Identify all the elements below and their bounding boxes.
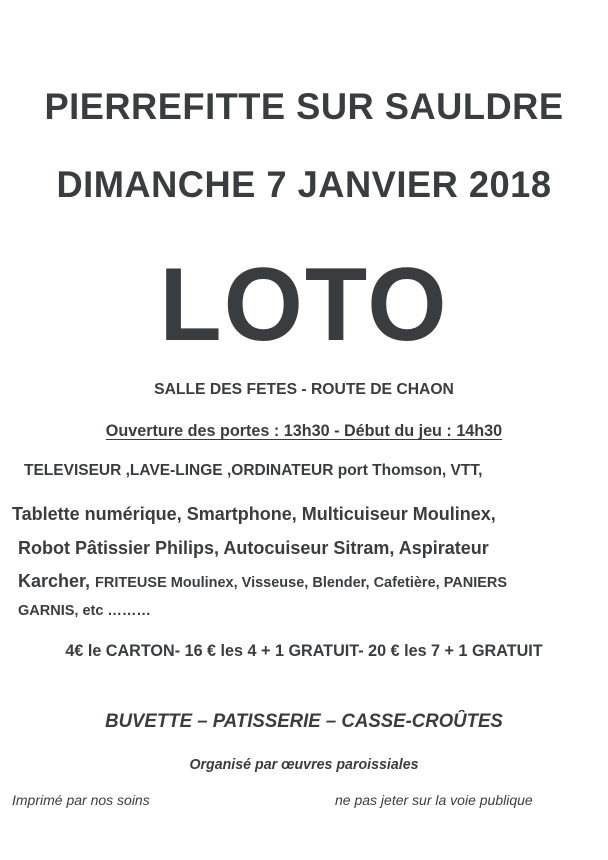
prize-line-4-small: FRITEUSE Moulinex, Visseuse, Blender, Cafetière, PANIERS	[95, 575, 508, 591]
refreshments-text: BUVETTE – PATISSERIE – CASSE-CROÛTES	[105, 711, 503, 732]
prize-line-4-big: Karcher,	[18, 571, 96, 591]
prize-line-5: GARNIS, etc ………	[18, 603, 151, 619]
event-title: LOTO	[159, 247, 449, 363]
organizer-text: Organisé par œuvres paroissiales	[189, 757, 419, 773]
footer-notice: ne pas jeter sur la voie publique	[335, 792, 533, 808]
prize-line-3: Robot Pâtissier Philips, Autocuiseur Sitram, Aspirateur	[18, 538, 489, 558]
card-prices: 4€ le CARTON- 16 € les 4 + 1 GRATUIT- 20 € les 7 + 1 GRATUIT	[65, 642, 543, 660]
event-date: DIMANCHE 7 JANVIER 2018	[56, 164, 552, 205]
footer-printed-by: Imprimé par nos soins	[12, 792, 150, 808]
venue-text: SALLE DES FETES - ROUTE DE CHAON	[154, 381, 454, 398]
prize-line-2: Tablette numérique, Smartphone, Multicuiseur Moulinex,	[12, 504, 496, 524]
prize-line-1: TELEVISEUR ,LAVE-LINGE ,ORDINATEUR port Thomson, VTT,	[24, 462, 483, 479]
town-title: PIERREFITTE SUR SAULDRE	[44, 86, 564, 127]
opening-hours: Ouverture des portes : 13h30 - Début du jeu : 14h30	[105, 422, 503, 440]
prize-line-4	[18, 571, 507, 592]
